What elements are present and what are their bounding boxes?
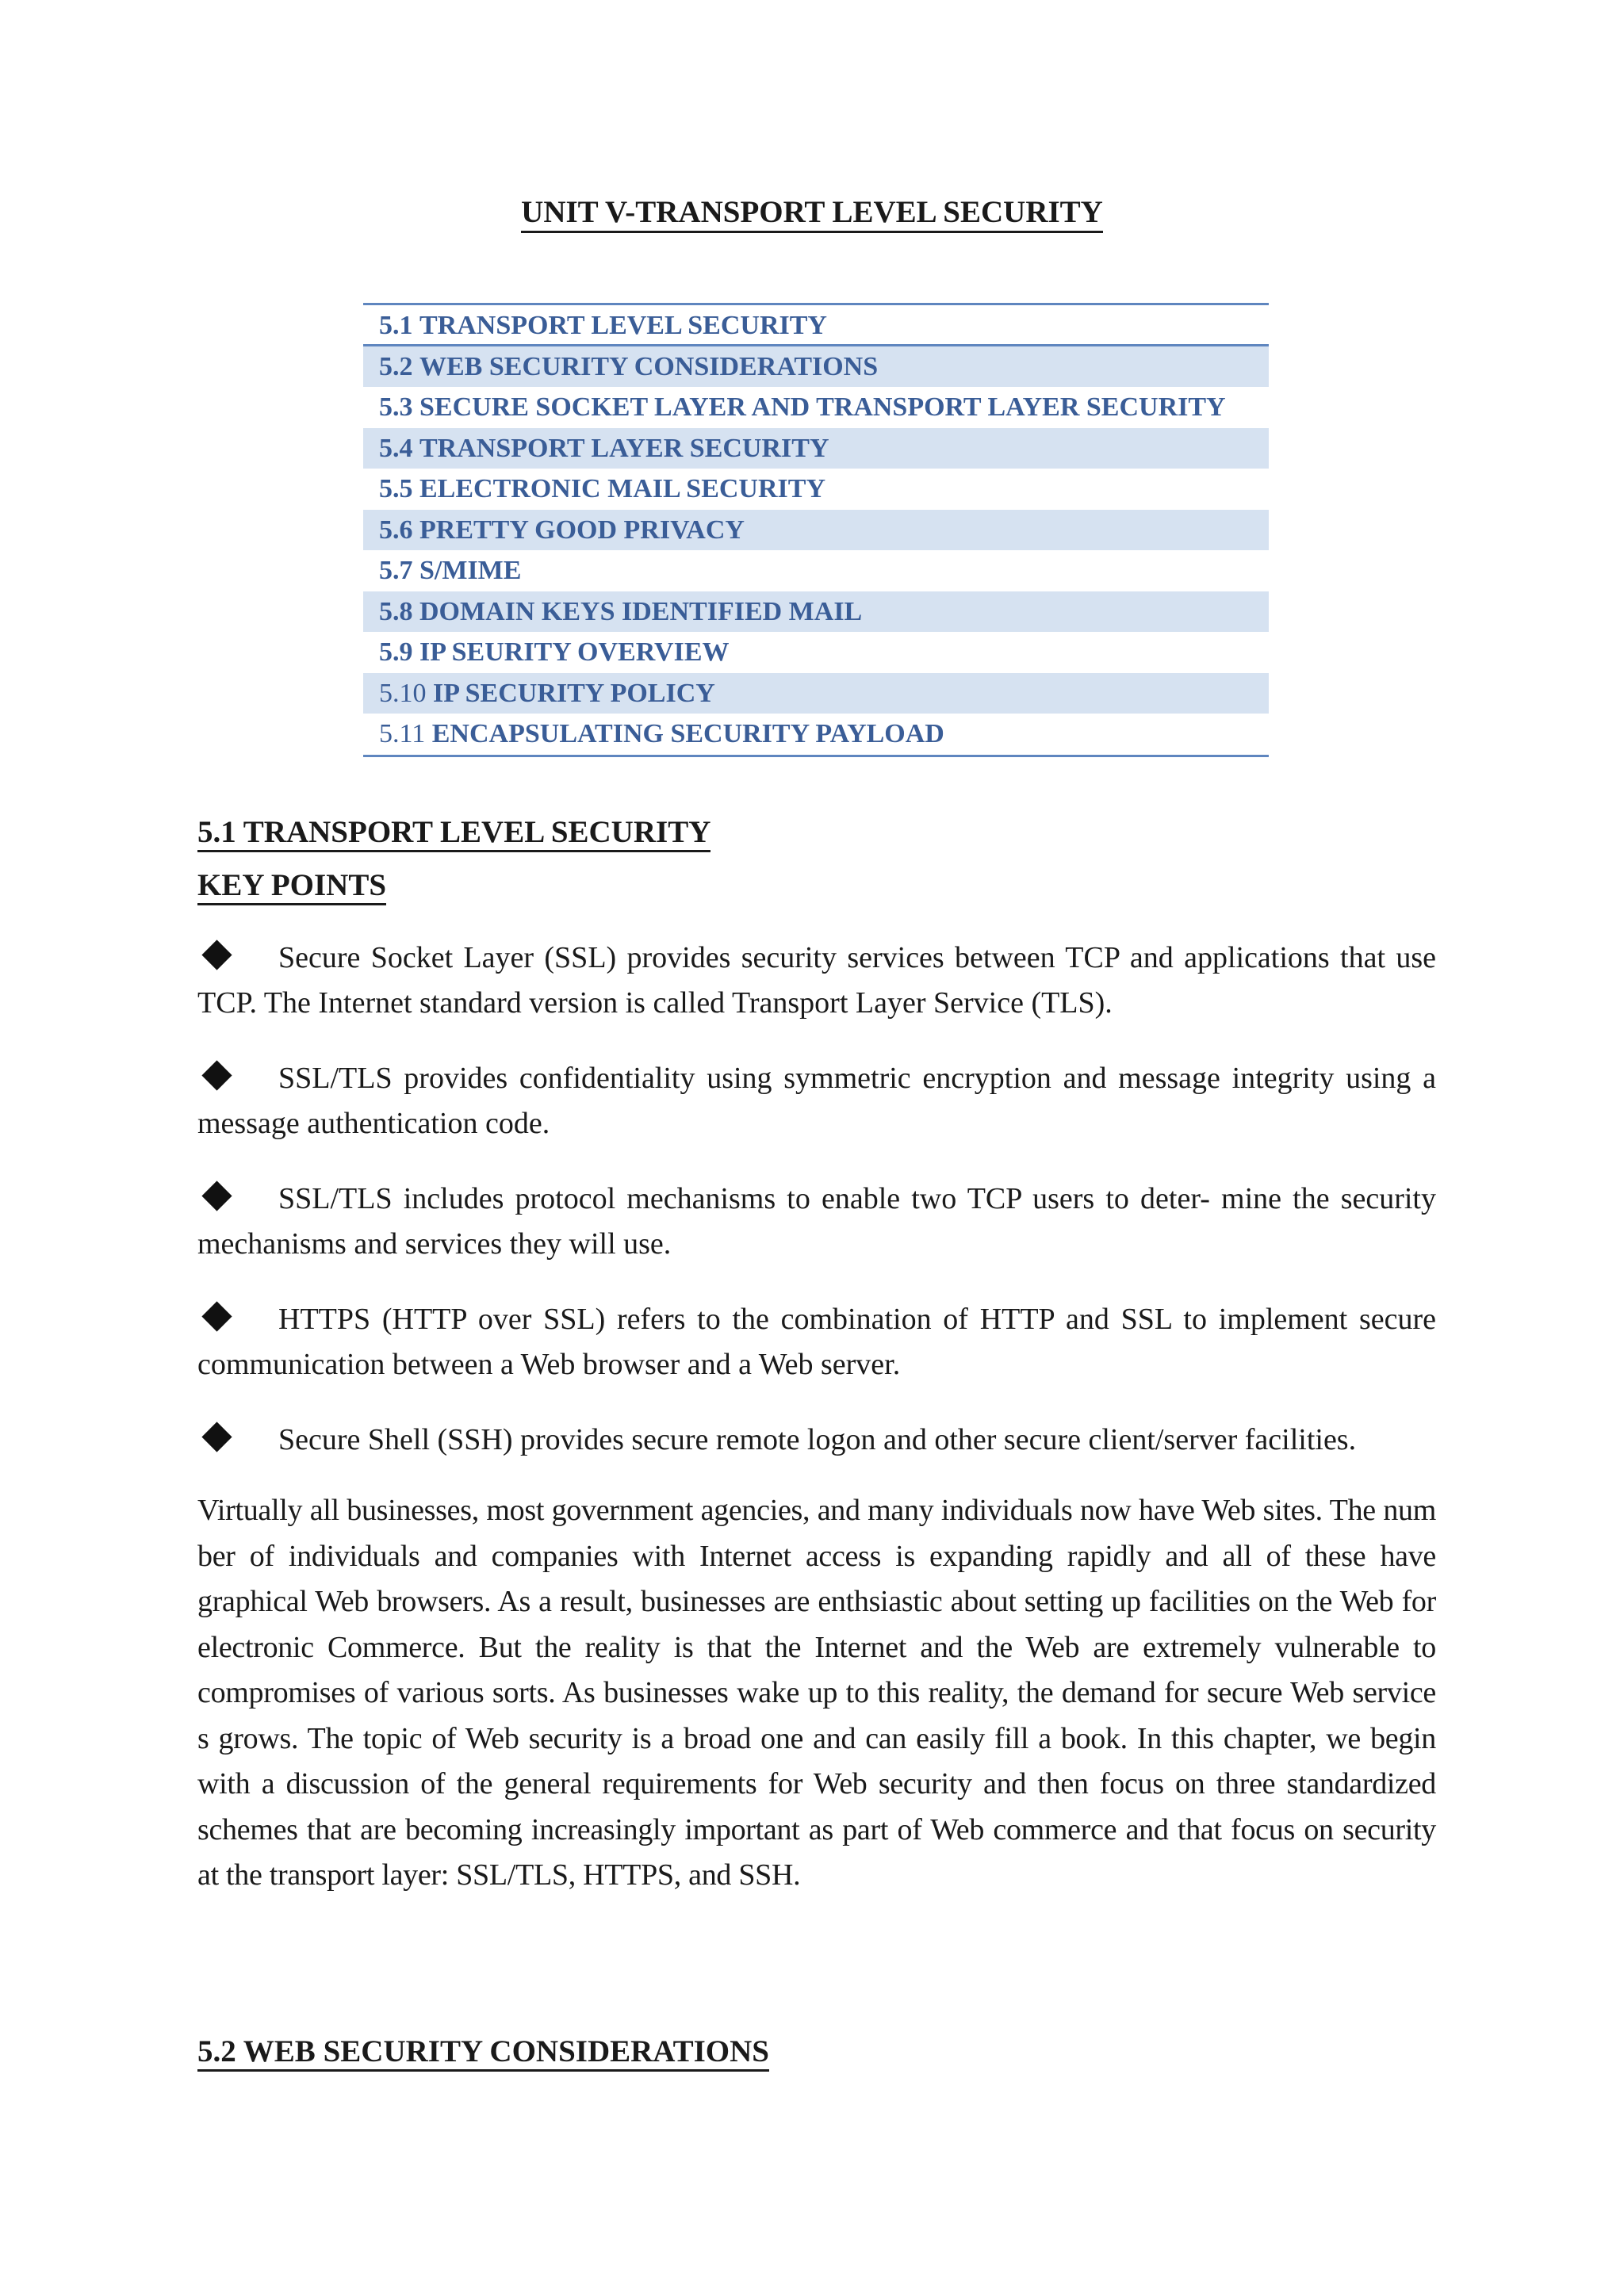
toc-item-label: ENCAPSULATING SECURITY PAYLOAD: [431, 719, 944, 748]
section-heading: [197, 813, 710, 852]
toc-item-label: IP SECURITY POLICY: [433, 678, 715, 708]
key-point-item: [197, 1177, 1436, 1267]
toc-item-number: 5.10: [379, 678, 427, 708]
toc-item[interactable]: [363, 591, 1269, 633]
toc-item-number: 5.11: [379, 719, 426, 748]
toc-item-number: 5.8: [379, 596, 413, 626]
toc-item[interactable]: [363, 346, 1269, 388]
key-point-text: SSL/TLS includes protocol mechanisms to enable two TCP users to deter- mine the security mechanisms and services they will use.: [197, 1182, 1436, 1261]
toc-item-label: TRANSPORT LAYER SECURITY: [419, 433, 829, 463]
section-heading-text: 5.2 WEB SECURITY CONSIDERATIONS: [197, 2034, 769, 2072]
toc-item[interactable]: [363, 387, 1269, 428]
toc-item-number: 5.5: [379, 474, 413, 503]
toc-item-label: S/MIME: [419, 556, 522, 585]
table-of-contents: [363, 303, 1269, 757]
key-point-item: [197, 1056, 1436, 1146]
document-title-text: UNIT V-TRANSPORT LEVEL SECURITY: [521, 195, 1103, 233]
toc-item-number: 5.3: [379, 392, 413, 422]
diamond-bullet-icon: [204, 942, 228, 966]
diamond-bullet-icon: [204, 1424, 228, 1448]
toc-item-number: 5.1: [379, 311, 413, 340]
toc-item-number: 5.7: [379, 556, 413, 585]
diamond-bullet-icon: [204, 1303, 228, 1327]
toc-item-label: TRANSPORT LEVEL SECURITY: [419, 311, 827, 340]
toc-item-label: SECURE SOCKET LAYER AND TRANSPORT LAYER SECURITY: [419, 392, 1226, 422]
toc-item-number: 5.9: [379, 637, 413, 667]
toc-item-number: 5.6: [379, 515, 413, 545]
toc-item-number: 5.4: [379, 433, 413, 463]
key-point-item: [197, 1297, 1436, 1387]
toc-item-label: PRETTY GOOD PRIVACY: [419, 515, 745, 545]
key-point-text: HTTPS (HTTP over SSL) refers to the combination of HTTP and SSL to implement secure communication between a Web browser and a Web server.: [197, 1303, 1436, 1381]
key-point-item: [197, 1418, 1436, 1463]
toc-item[interactable]: [363, 469, 1269, 510]
diamond-bullet-icon: [204, 1183, 228, 1207]
key-point-text: Secure Shell (SSH) provides secure remote logon and other secure client/server facilities.: [278, 1423, 1357, 1456]
toc-item-label: ELECTRONIC MAIL SECURITY: [419, 474, 825, 503]
toc-item[interactable]: [363, 510, 1269, 551]
toc-item-label: IP SEURITY OVERVIEW: [419, 637, 730, 667]
toc-item[interactable]: [363, 714, 1269, 755]
section-heading: [197, 2032, 769, 2072]
diamond-bullet-icon: [204, 1062, 228, 1086]
toc-item[interactable]: [363, 305, 1269, 346]
section-heading-text: 5.1 TRANSPORT LEVEL SECURITY: [197, 815, 710, 852]
key-points-heading: [197, 866, 386, 905]
toc-item[interactable]: [363, 632, 1269, 673]
toc-item-label: DOMAIN KEYS IDENTIFIED MAIL: [419, 596, 863, 626]
key-points-heading-text: KEY POINTS: [197, 868, 386, 905]
key-point-text: SSL/TLS provides confidentiality using symmetric encryption and message integrity using a message authentication code.: [197, 1062, 1436, 1140]
body-paragraph: Virtually all businesses, most government agencies, and many individuals now have Web sites. The num ber of individuals and companies with Internet access is expanding rapidly and all of these have graphical Web browsers. As a result, businesses are enthsiastic about setting up facilities on the Web for electronic Commerce. But the reality is that the Internet and the Web are extremely vulnerable to compromises of various sorts. As businesses wake up to this reality, the demand for secure Web service s grows. The topic of Web security is a broad one and can easily fill a book. In this chapter, we begin with a discussion of the general requirements for Web security and then focus on three standardized schemes that are becoming increasingly important as part of Web commerce and that focus on security at the transport layer: SSL/TLS, HTTPS, and SSH.: [197, 1494, 1436, 1892]
toc-item-number: 5.2: [379, 351, 413, 381]
key-points-list: [197, 936, 1436, 1493]
toc-item-label: WEB SECURITY CONSIDERATIONS: [419, 351, 879, 381]
toc-item[interactable]: [363, 550, 1269, 591]
toc-item[interactable]: [363, 428, 1269, 469]
key-point-text: Secure Socket Layer (SSL) provides security services between TCP and applications that use TCP. The Internet standard version is called Transport Layer Service (TLS).: [197, 941, 1436, 1020]
key-point-item: [197, 936, 1436, 1026]
document-title: [0, 193, 1624, 232]
toc-item[interactable]: [363, 673, 1269, 714]
